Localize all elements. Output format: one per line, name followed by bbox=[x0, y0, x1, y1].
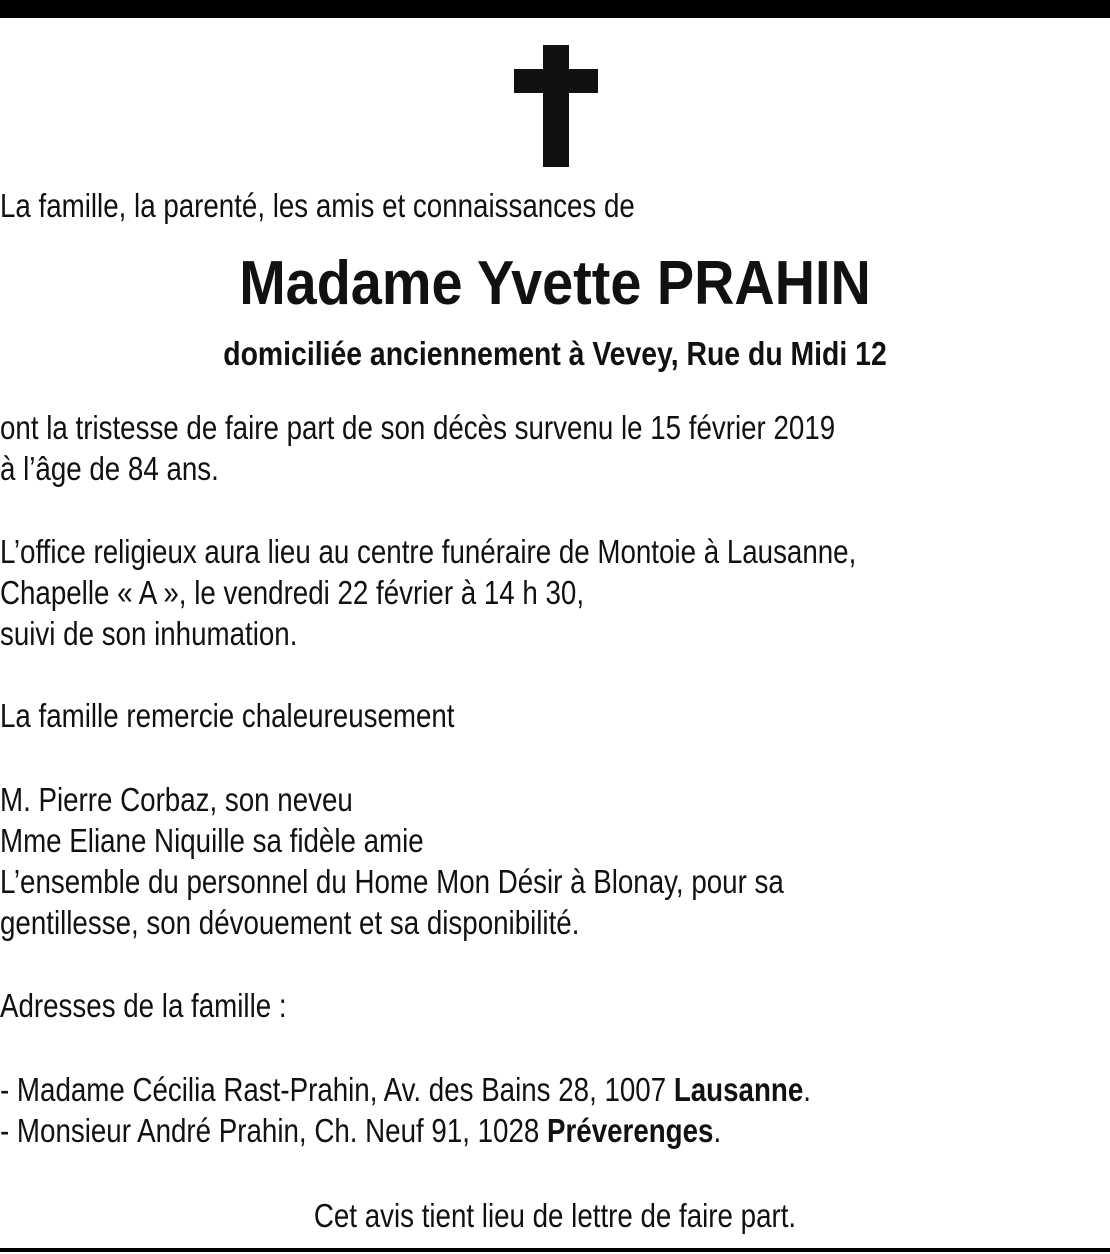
top-border-rule bbox=[0, 0, 1110, 18]
family-address-1-end: . bbox=[803, 1071, 811, 1108]
family-address-2 bbox=[0, 1111, 721, 1151]
closing-line: Cet avis tient lieu de lettre de faire part. bbox=[313, 1197, 797, 1234]
family-address-2-end: . bbox=[713, 1112, 722, 1149]
service-line-3: suivi de son inhumation. bbox=[0, 615, 298, 652]
deceased-name: Madame Yvette PRAHIN bbox=[239, 249, 871, 318]
thanks-item-2: Mme Eliane Niquille sa fidèle amie bbox=[0, 822, 424, 859]
thanks-item-3-line-1: L’ensemble du personnel du Home Mon Désir à Blonay, pour sa bbox=[0, 863, 784, 900]
intro-line: La famille, la parenté, les amis et connaissances de bbox=[0, 187, 635, 224]
family-address-2-text: - Monsieur André Prahin, Ch. Neuf 91, 1028 bbox=[0, 1112, 548, 1149]
residence-line: domiciliée anciennement à Vevey, Rue du Midi 12 bbox=[223, 335, 887, 372]
cross-horizontal-bar bbox=[514, 69, 598, 93]
service-line-1: L’office religieux aura lieu au centre funéraire de Montoie à Lausanne, bbox=[0, 533, 857, 570]
thanks-item-1: M. Pierre Corbaz, son neveu bbox=[0, 781, 353, 818]
thanks-item-3-line-2: gentillesse, son dévouement et sa disponibilité. bbox=[0, 904, 580, 941]
bottom-border-rule bbox=[0, 1248, 1110, 1252]
family-address-1-text: - Madame Cécilia Rast-Prahin, Av. des Bains 28, 1007 bbox=[0, 1071, 674, 1108]
cross-vertical-bar bbox=[543, 45, 569, 167]
death-announcement-line-1: ont la tristesse de faire part de son décès survenu le 15 février 2019 bbox=[0, 409, 836, 446]
family-address-1-city: Lausanne bbox=[673, 1071, 804, 1108]
family-address-2-city: Préverenges bbox=[547, 1112, 714, 1149]
service-line-2: Chapelle « A », le vendredi 22 février à 14 h 30, bbox=[0, 574, 585, 611]
death-announcement-line-2: à l’âge de 84 ans. bbox=[0, 450, 219, 487]
cross-icon bbox=[514, 45, 598, 167]
addresses-title: Adresses de la famille : bbox=[0, 987, 287, 1024]
thanks-intro: La famille remercie chaleureusement bbox=[0, 697, 455, 734]
family-address-1 bbox=[0, 1070, 811, 1110]
